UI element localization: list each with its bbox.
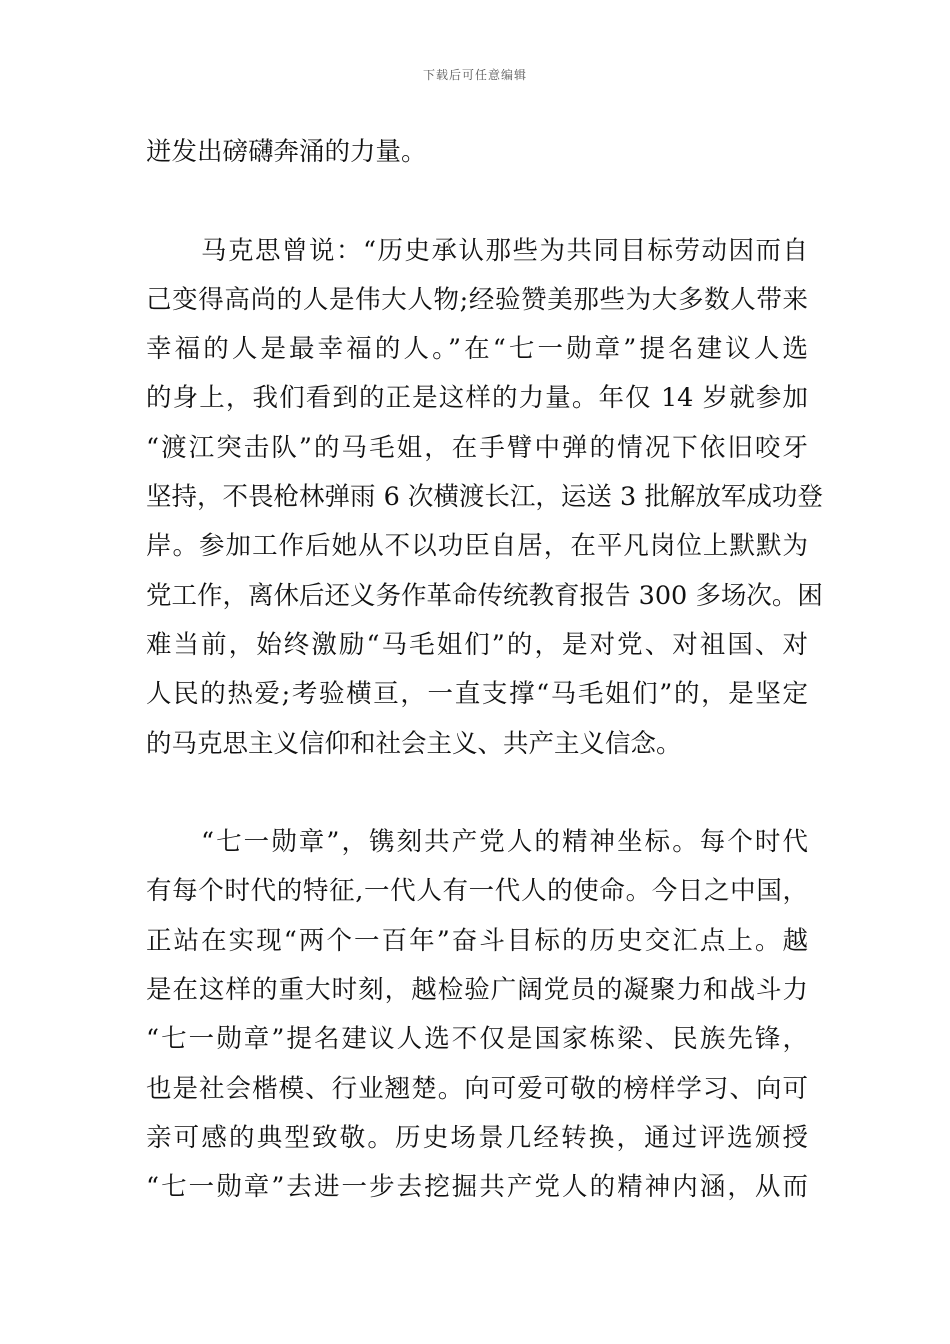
paragraph-line: 有每个时代的特征,一代人有一代人的使命。今日之中国， bbox=[146, 876, 808, 907]
paragraph-line: 迸发出磅礴奔涌的力量。 bbox=[146, 137, 427, 167]
paragraph-line: 正站在实现“两个一百年”奋斗目标的历史交汇点上。越 bbox=[146, 925, 808, 956]
paragraph-line: 坚持，不畏枪林弹雨 6 次横渡长江，运送 3 批解放军成功登 bbox=[146, 482, 823, 513]
paragraph-line: 也是社会楷模、行业翘楚。向可爱可敬的榜样学习、向可 bbox=[146, 1073, 808, 1104]
paragraph-line: “七一勋章”去进一步去挖掘共产党人的精神内涵，从而 bbox=[146, 1172, 808, 1203]
header-note: 下载后可任意编辑 bbox=[422, 68, 527, 82]
paragraph-line: 岸。参加工作后她从不以功臣自居，在平凡岗位上默默为 bbox=[146, 531, 808, 562]
paragraph-line: 马克思曾说：“历史承认那些为共同目标劳动因而自 bbox=[201, 235, 808, 266]
paragraph-1 bbox=[146, 128, 808, 177]
paragraph-line: 是在这样的重大时刻，越检验广阔党员的凝聚力和战斗力 bbox=[146, 975, 808, 1006]
paragraph-line: 己变得高尚的人是伟大人物;经验赞美那些为大多数人带来 bbox=[146, 284, 808, 315]
paragraph-gap bbox=[146, 177, 808, 226]
body-text bbox=[146, 128, 823, 1213]
paragraph-line: 难当前，始终激励“马毛姐们”的，是对党、对祖国、对 bbox=[146, 629, 808, 660]
paragraph-gap bbox=[146, 769, 808, 818]
paragraph-line: “七一勋章”提名建议人选不仅是国家栋梁、民族先锋， bbox=[146, 1024, 808, 1055]
paragraph-line: 人民的热爱;考验横亘，一直支撑“马毛姐们”的，是坚定 bbox=[146, 679, 808, 710]
paragraph-line: 幸福的人是最幸福的人。”在“七一勋章”提名建议人选 bbox=[146, 334, 808, 365]
paragraph-line: 的马克思主义信仰和社会主义、共产主义信念。 bbox=[146, 728, 682, 759]
paragraph-3 bbox=[146, 818, 808, 1212]
paragraph-line: “七一勋章”，镌刻共产党人的精神坐标。每个时代 bbox=[201, 827, 808, 858]
paragraph-2 bbox=[146, 227, 823, 769]
paragraph-line: 亲可感的典型致敬。历史场景几经转换，通过评选颁授 bbox=[146, 1122, 808, 1153]
paragraph-line: 党工作，离休后还义务作革命传统教育报告 300 多场次。困 bbox=[146, 580, 823, 611]
paragraph-line: 的身上，我们看到的正是这样的力量。年仅 14 岁就参加 bbox=[146, 383, 808, 414]
paragraph-line: “渡江突击队”的马毛姐，在手臂中弹的情况下依旧咬牙 bbox=[146, 432, 808, 463]
